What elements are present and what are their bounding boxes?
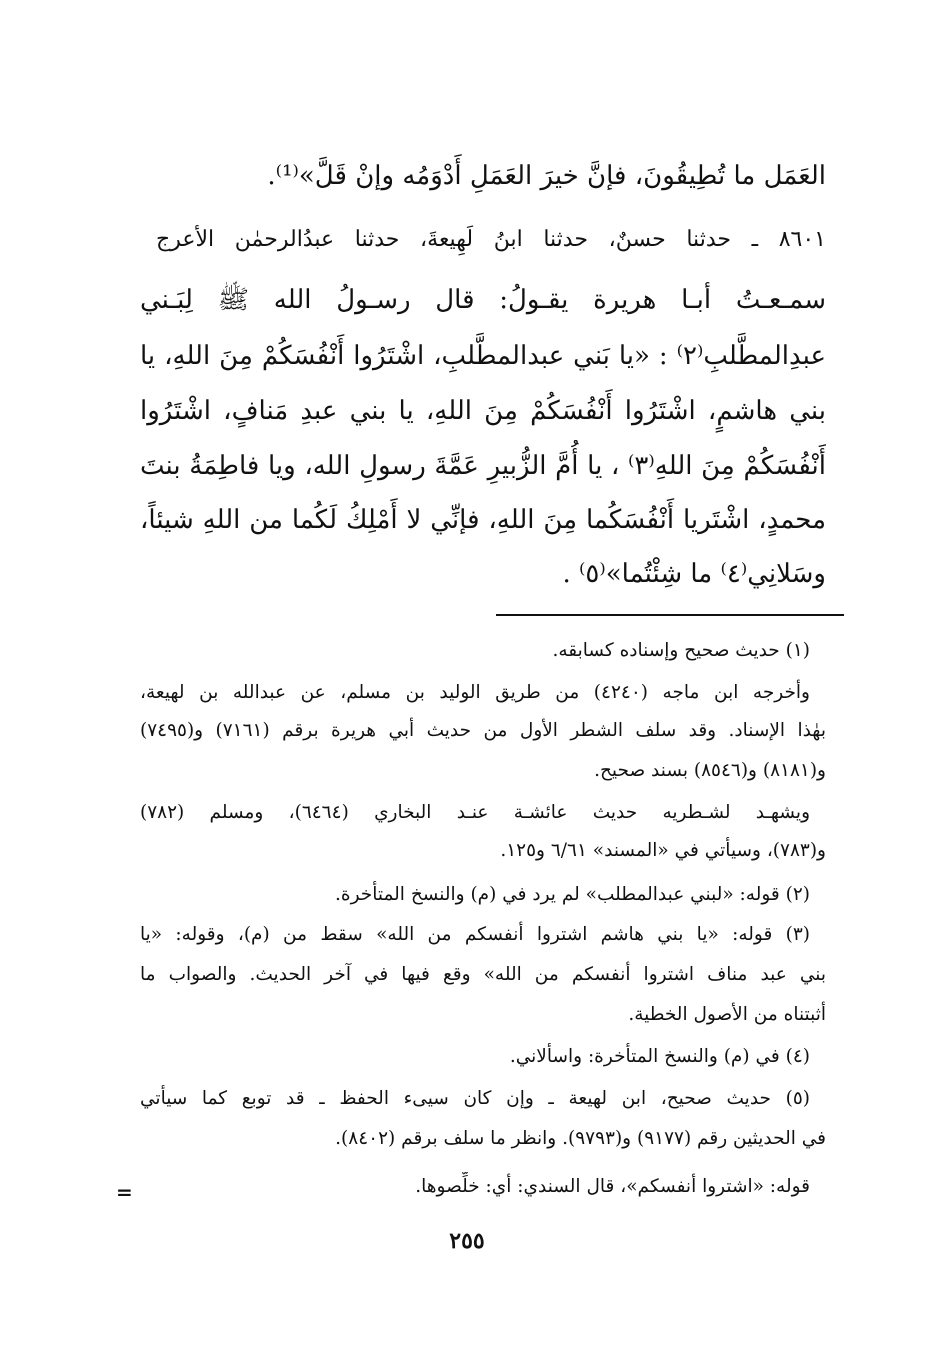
main-line-5: بني هاشمٍ، اشْتَرُوا أَنْفُسَكُمْ مِنَ اللهِ، يا بني عبدِ مَنافٍ، اشْتَرُوا	[140, 396, 826, 426]
footnote-5: (٥) حديث صحيح، ابن لهيعة ـ وإن كان سيىء الحفظ ـ قد توبع كما سيأتي	[140, 1088, 810, 1109]
main-line-1: العَمَل ما تُطِيقُونَ، فإنَّ خيرَ العَمَلِ أَدْوَمُه وإنْ قَلَّ»⁽¹⁾.	[267, 161, 826, 191]
footnote-1-line-6: و(٧٨٣)، وسيأتي في «المسند» ٦/٦١ و١٢٥.	[500, 840, 826, 861]
footnote-3-line-3: أثبتناه من الأصول الخطية.	[628, 1004, 826, 1025]
footnote-5-line-3: قوله: «اشتروا أنفسكم»، قال السندي: أي: خلِّصوها.	[415, 1176, 810, 1197]
continuation-mark: =	[116, 1180, 133, 1204]
footnote-1-line-4: و(٨١٨١) و(٨٥٤٦) بسند صحيح.	[594, 760, 826, 781]
footnote-1: (١) حديث صحيح وإسناده كسابقه.	[552, 640, 810, 661]
main-line-3: سمـعـتُ أبـا هريرة يقـولُ: قال رسـولُ الله ﷺ لِبَـني	[140, 285, 826, 315]
hadith-header-line: ٨٦٠١ ـ حدثنا حسنٌ، حدثنا ابنُ لَهِيعةَ، حدثنا عبدُالرحمٰن الأعرج	[156, 227, 826, 252]
footnote-4: (٤) في (م) والنسخ المتأخرة: واسألاني.	[509, 1046, 810, 1067]
footnote-3: (٣) قوله: «يا بني هاشم اشتروا أنفسكم من الله» سقط من (م)، وقوله: «يا	[140, 924, 810, 945]
page-number: ٢٥٥	[449, 1228, 485, 1254]
footnote-1-line-2: وأخرجه ابن ماجه (٤٢٤٠) من طريق الوليد بن مسلم، عن عبدالله بن لهيعة،	[140, 682, 810, 703]
footnote-1-line-3: بهٰذا الإسناد. وقد سلف الشطر الأول من حديث أبي هريرة برقم (٧١٦١) و(٧٤٩٥)	[140, 720, 826, 741]
footnote-separator	[496, 614, 844, 616]
footnote-1-line-5: ويشهـد لشـطريه حديث عائشـة عنـد البخاري (٦٤٦٤)، ومسلم (٧٨٢)	[140, 802, 810, 823]
main-line-4: عبدِالمطَّلبِ⁽٢⁾ : «يا بَني عبدالمطَّلبِ، اشْتَرُوا أَنْفُسَكُمْ مِنَ اللهِ، يا	[140, 341, 826, 371]
main-line-6: أَنْفُسَكُمْ مِنَ اللهِ⁽٣⁾ ، يا أُمَّ الزُّبيرِ عَمَّةَ رسولِ الله، ويا فاطِمَةُ بنتَ	[140, 451, 826, 481]
footnote-3-line-2: بني عبد مناف اشتروا أنفسكم من الله» وقع فيها في آخر الحديث. والصواب ما	[140, 964, 826, 985]
main-line-7: محمدٍ، اشْتَريا أَنْفُسَكُما مِنَ اللهِ، فإنِّي لا أَمْلِكُ لَكُما من اللهِ شيئاً،	[140, 505, 826, 535]
main-line-8: وسَلانِي⁽٤⁾ ما شِئْتُما»⁽٥⁾ .	[562, 559, 826, 589]
footnote-2: (٢) قوله: «لبني عبدالمطلب» لم يرد في (م) والنسخ المتأخرة.	[335, 884, 810, 905]
footnote-5-line-2: في الحديثين رقم (٩١٧٧) و(٩٧٩٣). وانظر ما سلف برقم (٨٤٠٢).	[335, 1128, 826, 1149]
